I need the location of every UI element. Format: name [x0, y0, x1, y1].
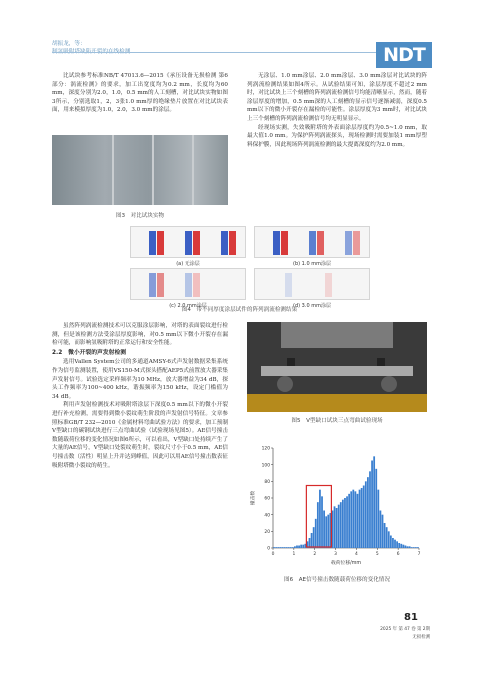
figure4-label-d: (d) 3.0 mm涂层 [293, 303, 331, 309]
data-bar [350, 491, 352, 548]
figure4-label-c: (c) 2.0 mm涂层 [169, 303, 207, 309]
data-bar [313, 527, 315, 548]
figure6-chart [247, 440, 427, 570]
data-bar [334, 506, 336, 548]
data-bar [273, 547, 275, 548]
data-bar [344, 498, 346, 548]
data-bar [363, 486, 365, 549]
data-bar [327, 515, 329, 548]
paragraph: 经现场实测，失效吸附塔的外表面涂层厚度约为0.5~1.0 mm，取最大值1.0 mm。为保护阵列涡流探头，现场检测时需要加装1 mm厚塑料保护膜，因此现场阵列涡流检测的最大提离深度约为2.0 mm。 [247, 124, 427, 148]
running-header [52, 40, 130, 56]
signal-blob [157, 273, 164, 297]
signal-blob [345, 231, 352, 255]
data-bar [392, 538, 394, 548]
data-bar [292, 547, 294, 548]
signal-blob [353, 231, 360, 255]
figure3-slot [192, 135, 194, 205]
data-bar [375, 469, 377, 548]
paragraph: 利用声发射检测技术对吸附塔涂层下深度0.5 mm以下的微小开裂进行补充检测，需要得到微小裂纹萌生阶段的声发射信号特征。文章参照标准GB/T 232—2010《金属材料弯曲试验方法》的要求，加工预制V型缺口的碳钢试块进行三点弯曲试验（试验现场见图5）。AE信号撞击数随载荷位移的变化情况如图6所示，可以看出，V型缺口处持续产生了大量的AE信号，V型缺口处裂纹萌生时，裂纹尺寸小于0.5 mm，AE信号撞击数（活性）明显上升并达到峰值，因此可以用AE信号撞击数表征吸附塔微小裂纹的萌生。 [52, 402, 228, 469]
signal-blob [185, 273, 192, 297]
data-bar [298, 546, 300, 549]
page-number: 81 [404, 612, 418, 623]
data-bar [325, 516, 327, 548]
figure4-label-b: (b) 1.0 mm涂层 [293, 261, 331, 267]
data-bar [321, 496, 323, 548]
data-bar [281, 547, 283, 548]
signal-blob [157, 231, 164, 255]
y-tick-label: 0 [267, 546, 270, 552]
data-bar [346, 496, 348, 548]
data-bar [296, 546, 298, 549]
signal-blob [193, 231, 200, 255]
data-bar [417, 547, 419, 548]
data-bar [400, 544, 402, 548]
data-bar [411, 547, 413, 548]
figure4-panel-d [254, 268, 370, 300]
y-tick-label: 100 [261, 463, 270, 469]
figure5-photo [247, 322, 427, 412]
data-bar [409, 546, 411, 548]
signal-blob [221, 231, 228, 255]
data-bar [352, 490, 354, 548]
figure4-caption: 图4 带不同厚度涂层试件的阵列涡流检测结果 [181, 307, 298, 313]
data-bar [367, 477, 369, 548]
data-bar [275, 547, 277, 548]
data-bar [338, 505, 340, 548]
y-tick-label: 120 [261, 446, 270, 452]
data-bar [369, 471, 371, 548]
data-bar [302, 545, 304, 548]
paragraph: 虽然阵列涡流检测技术可以克服涂层影响，对塔的表面裂纹进行检测，但是该检测方法受涂层厚度影响，对0.5 mm以下微小开裂存在漏检可能，而影响氢吸附塔的正常运行和安全性能。 [52, 323, 228, 347]
figure4-label-a: (a) 无涂层 [176, 261, 200, 267]
data-bar [348, 494, 350, 548]
figure3-slot [112, 135, 114, 205]
data-bar [413, 547, 415, 548]
data-bar [357, 494, 359, 548]
figure3-slot [152, 135, 154, 205]
data-bar [361, 488, 363, 548]
x-tick-label: 3 [334, 552, 337, 557]
data-bar [288, 547, 290, 548]
data-bar [342, 500, 344, 548]
data-bar [396, 541, 398, 548]
signal-blob [185, 231, 192, 255]
figure3-caption: 图3 对比试块实物 [115, 213, 165, 219]
data-bar [277, 547, 279, 548]
figure4-panel-b [254, 226, 370, 258]
data-bar [382, 515, 384, 548]
data-bar [323, 511, 325, 549]
x-tick-label: 2 [313, 552, 317, 557]
left-column-top [52, 72, 228, 115]
support-roller [381, 376, 397, 392]
y-tick-label: 40 [264, 513, 270, 519]
test-rig-base [247, 394, 427, 412]
left-column-bottom [52, 322, 228, 470]
data-bar [386, 527, 388, 548]
data-bar [384, 523, 386, 548]
data-bar [284, 547, 286, 548]
data-bar [319, 490, 321, 548]
signal-blob [149, 231, 156, 255]
data-bar [407, 546, 409, 548]
data-bar [394, 540, 396, 548]
x-tick-label: 0 [271, 552, 275, 557]
data-bar [300, 545, 302, 548]
data-bar [371, 461, 373, 549]
data-bar [405, 546, 407, 549]
data-bar [390, 536, 392, 549]
header-rule [52, 52, 415, 53]
paragraph: 比试块参考标准NB/T 47013.6—2015《承压设备无损检测 第6部分：涡流检测》的要求，加工出宽度均为0.2 mm，长度均为60 mm，深度分别为2.0，1.0，0.5 mm的人工刻槽，对比试块实物如图3所示，分别选取1，2，3张1.0 mm厚的绝缘垫片放置在对比试块表面，用来模拟厚度为1.0，2.0，3.0 mm的涂层。 [52, 73, 228, 114]
figure6-caption: 图6 AE信号撞击数随载荷位移的变化情况 [283, 577, 390, 583]
data-bar [373, 456, 375, 548]
data-bar [398, 543, 400, 548]
header-authors: 胡振龙，等： [52, 41, 86, 47]
right-column-top [247, 72, 427, 149]
issue-info: 2025 年 第 47 卷 第 2期 [380, 627, 430, 632]
signal-blob [309, 231, 316, 255]
ndt-logo: NDT [376, 42, 432, 68]
test-rig-head [281, 322, 393, 348]
x-tick-label: 1 [292, 552, 296, 557]
y-tick-label: 60 [264, 496, 270, 502]
figure4-panel-c [130, 268, 246, 300]
figure4-panel-a [130, 226, 246, 258]
x-tick-label: 7 [417, 552, 421, 557]
data-bar [315, 519, 317, 548]
signal-blob [273, 231, 280, 255]
data-bar [294, 546, 296, 548]
ae-sensor [287, 358, 295, 366]
specimen-beam [261, 366, 413, 376]
support-roller [277, 376, 293, 392]
section-heading: 2.2 微小开裂的声发射检测 [52, 349, 127, 356]
signal-blob [325, 273, 332, 297]
data-bar [402, 545, 404, 548]
x-tick-label: 4 [355, 552, 358, 557]
y-tick-label: 20 [264, 529, 270, 535]
data-bar [340, 502, 342, 548]
y-tick-label: 80 [264, 479, 270, 485]
data-bar [317, 502, 319, 548]
data-bar [336, 508, 338, 548]
data-bar [365, 481, 367, 548]
figure3-photo [52, 135, 228, 205]
data-bar [415, 547, 417, 548]
signal-blob [229, 231, 236, 255]
signal-blob [281, 231, 288, 255]
data-bar [354, 491, 356, 548]
data-bar [311, 533, 313, 548]
data-bar [380, 511, 382, 549]
signal-blob [193, 273, 200, 297]
paragraph: 无涂层、1.0 mm涂层、2.0 mm涂层、3.0 mm涂层对比试块的阵列涡流检测结果如图4所示。从试验结果可知，涂层厚度不超过2 mm时，对比试块上三个刻槽的阵列涡流检测信号均能清晰显示，然而，随着涂层厚度的增加，0.5 mm深的人工刻槽的显示信号逐渐减弱，深度0.5 mm以下的微小开裂存在漏检的可能性。涂层厚度为3 mm时，对比试块上三个刻槽的阵列涡流检测信号均无明显显示。 [247, 73, 427, 122]
x-tick-label: 5 [375, 552, 379, 557]
paragraph: 选用Vallen System公司的多通道AMSY-6式声发射数据采集系统作为信号监测装置，使用VS150-M式探头搭配AEP5式前置放大器采集声发射信号。试验选定采样频率为10 MHz，放大器增益为34 dB，探头工作频率为100~400 kHz，谐振频率为150 kHz，设定门槛值为34 dB。 [52, 359, 228, 400]
ae-sensor [377, 358, 385, 366]
data-bar [359, 490, 361, 548]
y-axis-label: 撞击数 [251, 490, 256, 506]
header-running-title: 制氢吸附塔缺陷开裂的在线检测 [52, 49, 131, 55]
signal-blob [149, 273, 156, 297]
figure5-caption: 图5 V型缺口试块三点弯曲试验现场 [291, 418, 383, 424]
data-bar [377, 490, 379, 548]
data-bar [388, 531, 390, 548]
data-bar [290, 547, 292, 548]
x-tick-label: 6 [396, 552, 400, 557]
journal-name: 无损检测 [412, 635, 430, 640]
signal-blob [285, 273, 292, 297]
signal-blob [317, 231, 324, 255]
data-bar [286, 547, 288, 548]
x-axis-label: 载荷位移/mm [330, 561, 362, 566]
data-bar [279, 547, 281, 548]
